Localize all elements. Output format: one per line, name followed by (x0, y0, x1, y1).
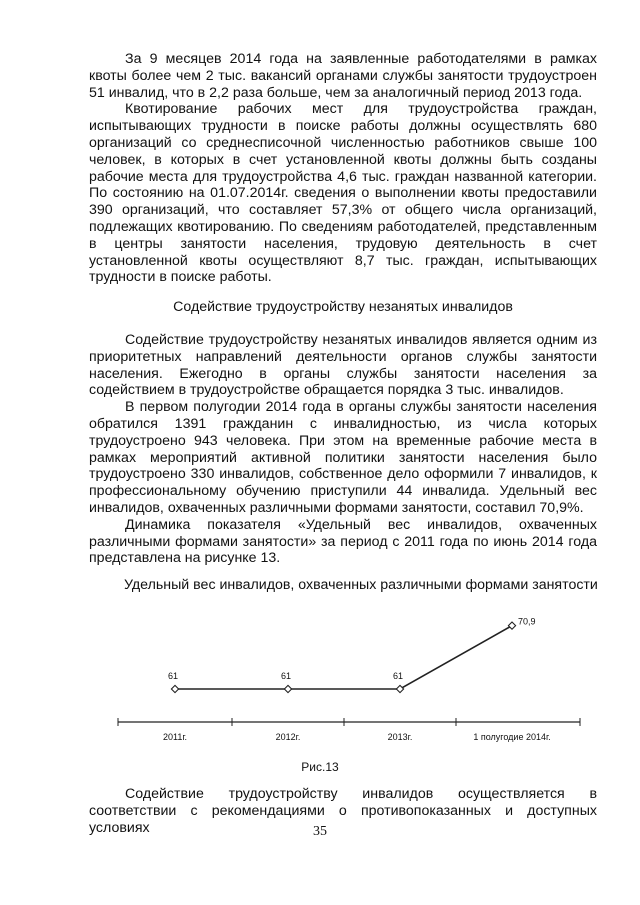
paragraph: За 9 месяцев 2014 года на заявленные работодателями в рамках квоты более чем 2 тыс. вакансий органами службы занятости трудоустроен 51 инвалид, что в 2,2 раза больше, чем за аналогичный период 2013 года. (89, 51, 597, 101)
data-label: 61 (280, 671, 292, 681)
category-label: 1 полугодие 2014г. (473, 732, 551, 742)
data-point-marker (284, 685, 291, 692)
paragraph: Динамика показателя «Удельный вес инвалидов, охваченных различными формами занятости» за период с 2011 года по июнь 2014 года представлена на рисунке 13. (89, 516, 597, 567)
intro-paragraphs (89, 51, 597, 286)
paragraph: Квотирование рабочих мест для трудоустройства граждан, испытывающих трудности в поиске работы должны осуществлять 680 организаций со среднесписочной численностью работников свыше 100 человек, в которых в счет установленной квоты должны быть созданы рабочие места для трудоустройства 4,6 тыс. граждан названной категории. По состоянию на 01.07.2014г. сведения о выполнении квоты предоставили 390 организаций, что составляет 57,3% от общего числа организаций, подлежащих квотированию. По сведениям работодателей, представленным в центры занятости населения, трудовую деятельность в счет установленной квоты осуществляют 8,7 тыс. граждан, испытывающих трудности в поиске работы. (89, 101, 597, 286)
paragraph: Содействие трудоустройству инвалидов осуществляется в соответствии с рекомендациями о противопоказанных и доступных условиях (89, 786, 597, 836)
data-point-marker (508, 622, 515, 629)
data-label: 70,9 (518, 616, 536, 627)
paragraph: В первом полугодии 2014 года в органы службы занятости населения обратился 1391 гражданин с инвалидностью, из числа которых трудоустроено 943 человека. При этом на временные рабочие места в рамках мероприятий активной политики занятости населения было трудоустроено 330 инвалидов, собственное дело оформили 7 инвалидов, к профессиональному обучению приступили 44 инвалида. Удельный вес инвалидов, охваченных различными формами занятости, составил 70,9%. (89, 399, 597, 516)
paragraph: Содействие трудоустройству незанятых инвалидов является одним из приоритетных направлений деятельности органов службы занятости населения. Ежегодно в органы службы занятости населения за содействием в трудоустройстве обращается порядка 3 тыс. инвалидов. (89, 332, 597, 399)
data-markers (171, 622, 515, 693)
data-label: 61 (167, 671, 179, 681)
category-label: 2012г. (275, 732, 301, 742)
data-point-marker (171, 685, 178, 692)
data-point-marker (396, 685, 403, 692)
line-chart (0, 600, 640, 750)
category-label: 2013г. (387, 732, 413, 742)
section-heading: Содействие трудоустройству незанятых инвалидов (173, 299, 513, 315)
data-labels (168, 617, 536, 681)
chart-title: Удельный вес инвалидов, охваченных различными формами занятости (124, 577, 598, 593)
figure-caption: Рис.13 (301, 760, 339, 774)
series-line (175, 626, 512, 689)
section-paragraphs (89, 332, 597, 567)
page-number: 35 (313, 824, 327, 839)
category-label: 2011г. (162, 732, 188, 742)
category-labels (163, 732, 551, 742)
data-label: 61 (392, 671, 404, 681)
